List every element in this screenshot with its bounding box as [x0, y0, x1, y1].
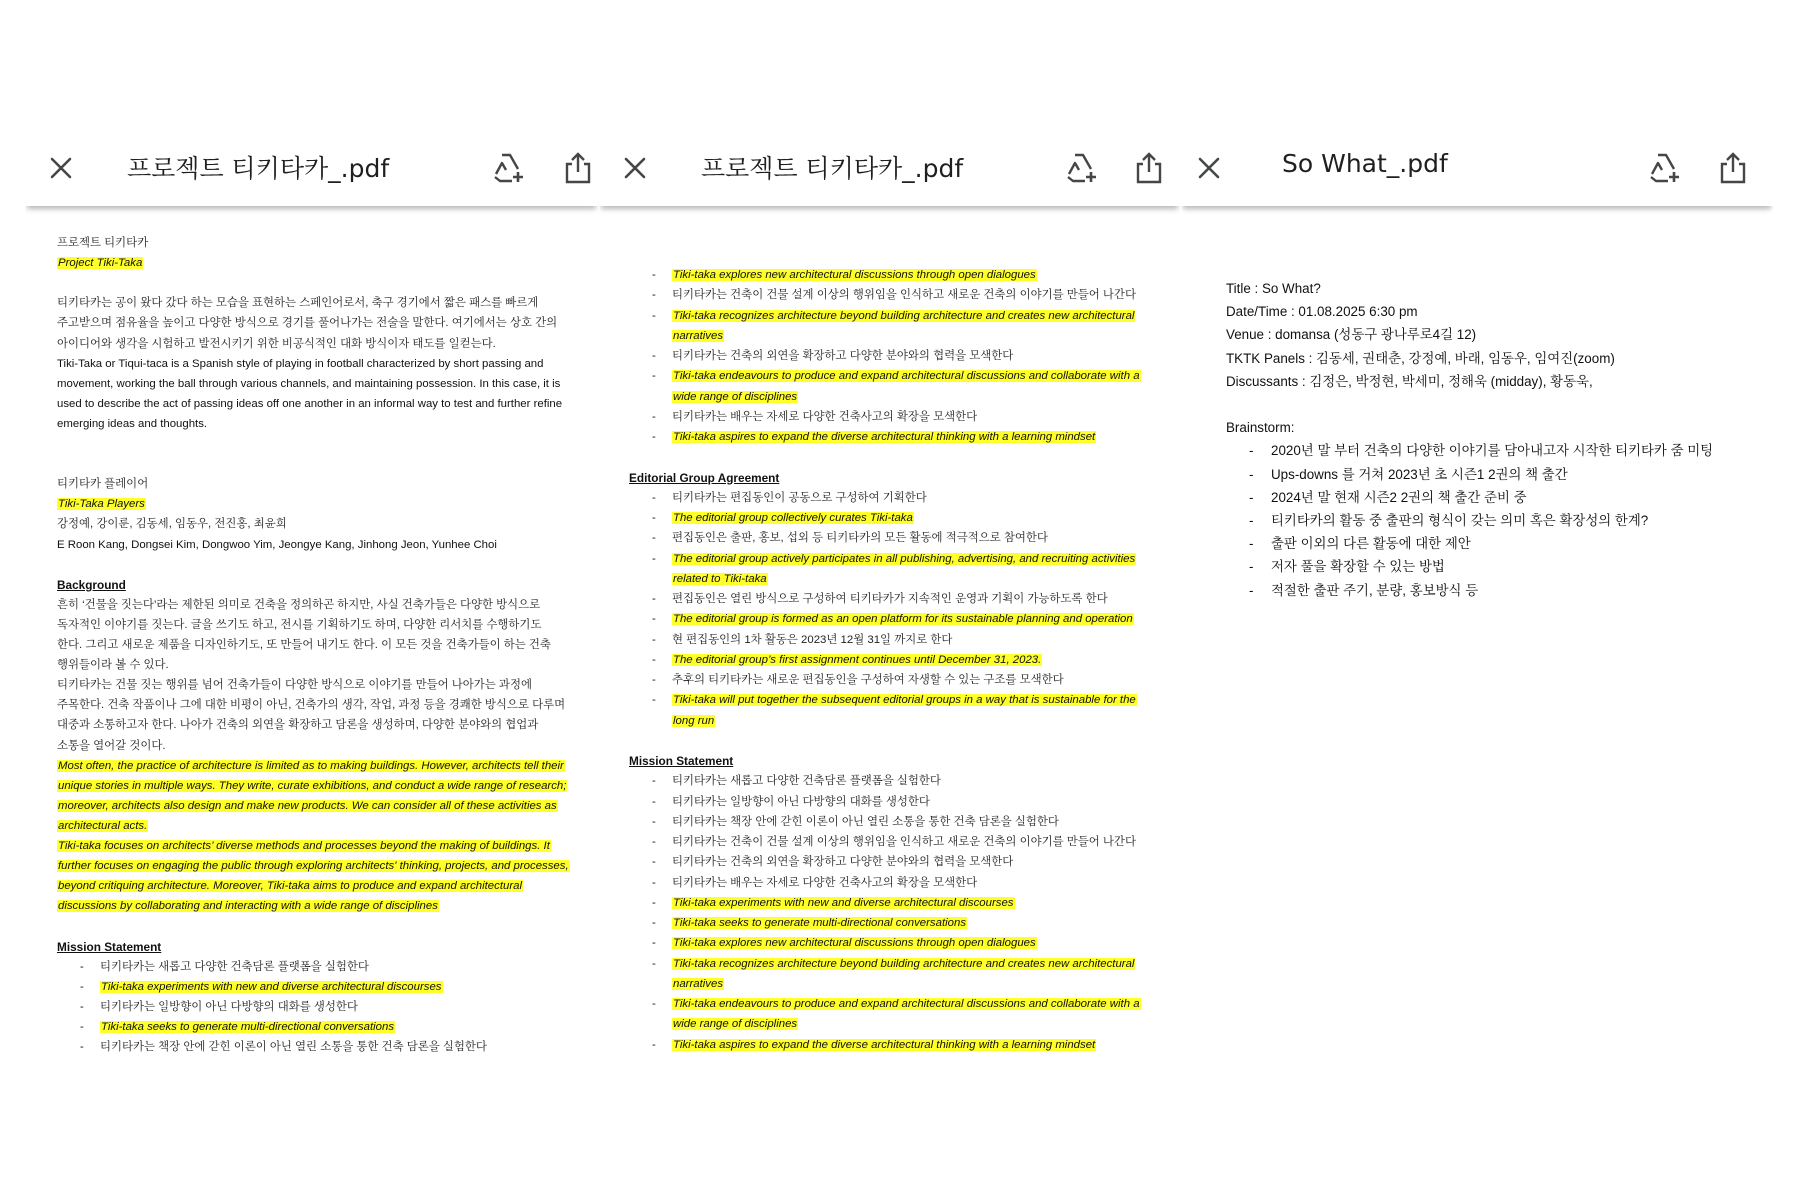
- text-line: [1226, 277, 1321, 300]
- line-text: Tiki-taka aspires to expand the diverse architectural thinking with a learning mindset: [673, 1038, 1096, 1051]
- line-text: 현 편집동인의 1차 활동은 2023년 12월 31일 까지로 한다: [672, 633, 953, 646]
- close-icon: [623, 156, 647, 180]
- list-item: [652, 609, 1134, 629]
- text-line: [57, 595, 540, 615]
- list-item: [652, 285, 1136, 305]
- text-line: [57, 655, 169, 675]
- share-button[interactable]: [555, 145, 598, 191]
- line-text: The editorial group is formed as an open platform for its sustainable planning and operation: [673, 613, 1133, 626]
- line-text: Tiki-taka experiments with new and diverse architectural discourses: [101, 980, 442, 993]
- line-text: Mission Statement: [57, 939, 162, 954]
- line-text: 주목한다. 건축 작품이나 그에 대한 비평이 아닌, 건축가의 생각, 작업, 과정 등을 경쾌한 방식으로 다루며: [57, 699, 566, 712]
- line-text: 2024년 말 현재 시즌2 2권의 책 출간 준비 중: [1271, 489, 1527, 505]
- list-item: [652, 832, 1136, 852]
- list-item: [652, 488, 927, 508]
- share-button[interactable]: [1710, 145, 1756, 191]
- add-to-drive-icon: [1648, 153, 1682, 183]
- line-text: Title : So What?: [1226, 281, 1321, 296]
- close-icon: [1197, 156, 1221, 180]
- line-text: Date/Time : 01.08.2025 6:30 pm: [1226, 304, 1418, 320]
- line-text: 편집동인은 출판, 홍보, 섭외 등 티키타카의 모든 활동에 적극적으로 참여한다: [672, 532, 1048, 545]
- text-line: [57, 736, 166, 756]
- list-item: [652, 549, 1136, 569]
- line-text: 티키타카는 책장 안에 갇힌 이론이 아닌 열린 소통을 통한 건축 담론을 실험한다: [672, 815, 1059, 828]
- line-text: 티키타카는 공이 왔다 갔다 하는 모습을 표현하는 스페인어로서, 축구 경기에서 짧은 패스를 빠르게: [57, 297, 539, 310]
- line-text: 저자 풀을 확장할 수 있는 방법: [1271, 559, 1445, 575]
- line-text: 출판 이외의 다른 활동에 대한 제안: [1271, 536, 1471, 552]
- line-text: Project Tiki-Taka: [58, 257, 143, 270]
- line-text: 티키타카는 책장 안에 갇힌 이론이 아닌 열린 소통을 통한 건축 담론을 실험한다: [100, 1041, 487, 1053]
- bullet-marker: -: [652, 613, 656, 626]
- pdf-viewer-panel-2: [599, 0, 1180, 1199]
- bullet-marker: -: [80, 1000, 84, 1013]
- list-item: [652, 407, 978, 427]
- line-text: wide range of disciplines: [673, 390, 798, 403]
- bullet-marker: -: [652, 937, 656, 950]
- list-item: [1249, 532, 1471, 555]
- line-text: Editorial Group Agreement: [629, 470, 780, 485]
- list-item: [672, 569, 768, 589]
- text-line: [57, 253, 143, 273]
- viewer-toolbar: [1181, 132, 1773, 206]
- bullet-marker: -: [652, 815, 656, 828]
- section-heading: [57, 937, 161, 957]
- list-item: [80, 997, 358, 1017]
- list-item: [1249, 509, 1649, 532]
- text-line: [57, 856, 570, 876]
- bullet-marker: -: [1249, 466, 1254, 482]
- line-text: TKTK Panels : 김동세, 권태춘, 강정예, 바래, 임동우, 임여진(zoom): [1226, 350, 1615, 366]
- add-to-drive-button[interactable]: [1642, 145, 1688, 191]
- bullet-marker: -: [1249, 536, 1254, 552]
- line-text: Tiki-taka seeks to generate multi-directional conversations: [101, 1020, 395, 1033]
- line-text: 강정예, 강이룬, 김동세, 임동우, 전진홍, 최윤희: [57, 518, 287, 531]
- line-text: Background: [57, 577, 126, 592]
- list-item: [672, 1014, 798, 1034]
- line-text: 편집동인은 열린 방식으로 구성하여 티키타카가 지속적인 운영과 기획이 가능하도록 한다: [672, 593, 1108, 605]
- list-item: [80, 1017, 395, 1037]
- document-title: 프로젝트 티키타카_.pdf: [127, 154, 390, 183]
- close-button[interactable]: [613, 146, 657, 190]
- text-line: [1226, 347, 1615, 370]
- bullet-marker: -: [652, 957, 656, 970]
- text-line: [1226, 416, 1294, 439]
- line-text: narratives: [673, 329, 724, 342]
- line-text: wide range of disciplines: [673, 1018, 798, 1031]
- line-text: narratives: [673, 977, 724, 990]
- bullet-marker: -: [652, 795, 656, 808]
- line-text: E Roon Kang, Dongsei Kim, Dongwoo Yim, Jeongye Kang, Jinhong Jeon, Yunhee Choi: [57, 538, 497, 551]
- text-line: [57, 494, 146, 514]
- line-text: 티키타카는 건축의 외연을 확장하고 다양한 분야와의 협력을 모색한다: [672, 856, 1014, 869]
- bullet-marker: -: [652, 309, 656, 322]
- list-item: [652, 690, 1137, 710]
- line-text: used to describe the act of passing ideas off one another in an informal way to test and further refine: [57, 397, 563, 410]
- list-item: [652, 670, 1064, 690]
- line-text: 흔히 ‘건물을 짓는다’라는 제한된 의미로 건축을 정의하곤 하지만, 사실 건축가들은 다양한 방식으로: [57, 598, 541, 611]
- viewer-toolbar: [599, 132, 1180, 206]
- list-item: [652, 792, 930, 812]
- list-item: [652, 913, 967, 933]
- list-item: [1249, 486, 1527, 509]
- bullet-marker: -: [652, 856, 656, 869]
- line-text: Mission Statement: [629, 754, 734, 768]
- line-text: 주고받으며 점유율을 높이고 다양한 방식으로 경기를 풀어나가는 전술을 말한다. 여기에서는 상호 간의: [57, 317, 558, 330]
- line-text: Tiki-taka recognizes architecture beyond building architecture and creates new architectural: [673, 309, 1135, 322]
- bullet-marker: -: [652, 694, 656, 707]
- line-text: Discussants : 김정은, 박정현, 박세미, 정해욱 (midday), 황동욱,: [1226, 373, 1593, 389]
- pdf-viewer-panel-1: [25, 0, 598, 1199]
- bullet-marker: -: [652, 896, 656, 909]
- list-item: [652, 366, 1141, 386]
- close-button[interactable]: [1187, 146, 1231, 190]
- line-text: 2020년 말 부터 건축의 다양한 이야기를 담아내고자 시작한 티키타카 줌 미팅: [1271, 443, 1714, 459]
- bullet-marker: -: [80, 980, 84, 993]
- line-text: architectural acts.: [58, 819, 148, 832]
- line-text: long run: [673, 714, 715, 727]
- line-text: Venue : domansa (성동구 광나루로4길 12): [1226, 327, 1477, 343]
- list-item: [652, 852, 1014, 872]
- bullet-marker: -: [652, 917, 656, 929]
- line-text: The editorial group actively participates in all publishing, advertising, and recruiting activities: [673, 552, 1136, 565]
- pdf-page: [1181, 206, 1773, 1199]
- text-line: [57, 354, 543, 374]
- list-item: [672, 711, 715, 731]
- bullet-marker: -: [652, 653, 656, 666]
- text-line: [57, 414, 207, 434]
- list-item: [652, 508, 914, 528]
- text-line: [57, 816, 148, 836]
- bullet-marker: -: [652, 370, 656, 383]
- list-item: [652, 771, 941, 791]
- line-text: Tiki-taka seeks to generate multi-directional conversations: [673, 917, 967, 929]
- list-item: [652, 589, 1108, 609]
- bullet-marker: -: [652, 269, 656, 281]
- line-text: 아이디어와 생각을 시험하고 발전시키기 위한 비공식적인 대화 방식이자 태도를 일컫는다.: [57, 337, 496, 350]
- line-text: beyond critiquing architecture. Moreover, Tiki-taka aims to produce and expand architectural: [58, 880, 522, 893]
- line-text: emerging ideas and thoughts.: [57, 417, 208, 430]
- text-line: [57, 796, 558, 816]
- share-icon: [1135, 152, 1163, 184]
- list-item: [80, 1037, 487, 1057]
- line-text: 티키타카는 새롭고 다양한 건축담론 플랫폼을 실험한다: [100, 960, 369, 973]
- bullet-marker: -: [652, 633, 656, 646]
- line-text: 티키타카는 편집동인이 공동으로 구성하여 기획한다: [672, 491, 927, 504]
- line-text: Tiki-Taka Players: [58, 498, 145, 511]
- line-text: 행위들이라 볼 수 있다.: [57, 659, 169, 672]
- list-item: [652, 265, 1037, 285]
- text-line: [57, 394, 562, 414]
- line-text: 추후의 티키타카는 새로운 편집동인을 구성하여 자생할 수 있는 구조를 모색한다: [672, 674, 1064, 686]
- line-text: Most often, the practice of architecture is limited as to making buildings. However, architects tell their: [58, 759, 564, 772]
- list-item: [652, 630, 953, 650]
- bullet-marker: -: [652, 998, 656, 1010]
- bullet-marker: -: [652, 836, 656, 848]
- line-text: Ups-downs 를 거쳐 2023년 초 시즌1 2권의 책 출간: [1271, 466, 1568, 482]
- close-button[interactable]: [39, 146, 83, 190]
- line-text: Tiki-taka experiments with new and diverse architectural discourses: [673, 896, 1014, 909]
- section-heading: [629, 751, 733, 771]
- line-text: 티키타카는 건축이 건물 설계 이상의 행위임을 인식하고 새로운 건축의 이야기를 만들어 나간다: [672, 836, 1136, 848]
- bullet-marker: -: [652, 491, 656, 504]
- line-text: Tiki-taka will put together the subsequent editorial groups in a way that is sustainable for the: [673, 694, 1136, 707]
- list-item: [652, 893, 1015, 913]
- list-item: [1249, 555, 1445, 578]
- line-text: unique stories in multiple ways. They write, curate exhibitions, and conduct a wide range of research;: [58, 779, 567, 792]
- line-text: Tiki-taka focuses on architects’ diverse methods and processes beyond the making of buildings. It: [58, 840, 550, 852]
- bullet-marker: -: [652, 350, 656, 362]
- viewer-toolbar: [25, 132, 598, 206]
- list-item: [652, 427, 1096, 447]
- text-line: [57, 896, 439, 916]
- text-line: [57, 675, 532, 695]
- text-line: [57, 776, 567, 796]
- line-text: related to Tiki-taka: [673, 572, 767, 585]
- share-icon: [1719, 152, 1747, 184]
- text-line: [57, 334, 496, 354]
- line-text: 적절한 출판 주기, 분량, 홍보방식 등: [1271, 582, 1479, 598]
- line-text: 티키타카는 건축이 건물 설계 이상의 행위임을 인식하고 새로운 건축의 이야기를 만들어 나간다: [672, 289, 1136, 302]
- text-line: [57, 293, 538, 313]
- document-title: 프로젝트 티키타카_.pdf: [701, 154, 964, 183]
- add-to-drive-icon: [492, 153, 526, 183]
- bullet-marker: -: [1249, 443, 1254, 459]
- line-text: Tiki-taka explores new architectural discussions through open dialogues: [673, 937, 1036, 950]
- line-text: movement, working the ball through various channels, and maintaining possession. In this case, it is: [57, 377, 561, 390]
- bullet-marker: -: [80, 960, 84, 973]
- list-item: [652, 1035, 1096, 1055]
- add-to-drive-button[interactable]: [1059, 145, 1105, 191]
- text-line: [57, 615, 541, 635]
- line-text: moreover, architects also design and make new products. We can consider all of these activities as: [58, 799, 557, 812]
- text-line: [57, 474, 148, 494]
- line-text: 티키타카는 일방향이 아닌 다방향의 대화를 생성한다: [100, 1000, 358, 1013]
- bullet-marker: -: [652, 512, 656, 524]
- line-text: The editorial group’s first assignment continues until December 31, 2023.: [673, 653, 1042, 666]
- document-title: So What_.pdf: [1282, 149, 1448, 178]
- list-item: [652, 954, 1135, 974]
- text-line: [57, 535, 497, 555]
- text-line: [57, 876, 523, 896]
- bullet-marker: -: [80, 1020, 84, 1033]
- text-line: [57, 695, 565, 715]
- list-item: [652, 346, 1014, 366]
- text-line: [57, 233, 148, 253]
- list-item: [652, 933, 1037, 953]
- list-item: [1249, 463, 1568, 486]
- section-heading: [629, 468, 779, 488]
- text-line: [57, 374, 560, 394]
- list-item: [652, 873, 978, 893]
- bullet-marker: -: [1249, 513, 1254, 528]
- bullet-marker: -: [652, 593, 656, 605]
- list-item: [80, 977, 443, 997]
- line-text: Tiki-taka aspires to expand the diverse architectural thinking with a learning mindset: [673, 431, 1096, 443]
- bullet-marker: -: [652, 1038, 656, 1051]
- pdf-page: [25, 206, 598, 1199]
- list-item: [672, 387, 798, 407]
- line-text: 티키타카의 활동 중 출판의 형식이 갖는 의미 혹은 확장성의 한계?: [1271, 513, 1649, 528]
- line-text: 프로젝트 티키타카: [57, 237, 149, 249]
- add-to-drive-button[interactable]: [486, 145, 532, 191]
- bullet-marker: -: [652, 775, 656, 788]
- pdf-page: [599, 206, 1180, 1199]
- line-text: 티키타카는 배우는 자세로 다양한 건축사고의 확장을 모색한다: [672, 410, 978, 423]
- line-text: Tiki-taka endeavours to produce and expand architectural discussions and collaborate with a: [673, 370, 1140, 383]
- text-line: [57, 313, 557, 333]
- text-line: [57, 756, 565, 776]
- text-line: [57, 635, 551, 655]
- text-line: [1226, 323, 1476, 346]
- bullet-marker: -: [652, 289, 656, 302]
- bullet-marker: -: [1249, 582, 1254, 598]
- line-text: Tiki-taka explores new architectural discussions through open dialogues: [673, 269, 1036, 281]
- line-text: 한다. 그리고 새로운 제품을 디자인하기도, 또 만들어 내기도 한다. 이 모든 것을 건축가들이 하는 건축: [57, 639, 551, 651]
- list-item: [672, 326, 724, 346]
- list-item: [652, 650, 1042, 670]
- line-text: 대중과 소통하고자 한다. 나아가 건축의 외연을 확장하고 담론을 생성하며, 다양한 분야와의 협업과: [57, 719, 539, 732]
- bullet-marker: -: [1249, 489, 1254, 505]
- line-text: discussions by collaborating and interacting with a wide range of disciplines: [58, 900, 438, 913]
- line-text: 티키타카는 일방향이 아닌 다방향의 대화를 생성한다: [672, 795, 930, 808]
- list-item: [1249, 579, 1479, 602]
- text-line: [57, 836, 551, 856]
- list-item: [1249, 439, 1714, 462]
- line-text: 독자적인 이야기를 짓는다. 글을 쓰기도 하고, 전시를 기획하기도 하며, 다양한 리서치를 수행하기도: [57, 618, 542, 631]
- text-line: [1226, 300, 1418, 323]
- line-text: 티키타카는 건축의 외연을 확장하고 다양한 분야와의 협력을 모색한다: [672, 350, 1014, 362]
- line-text: Tiki-Taka or Tiqui-taca is a Spanish style of playing in football characterized by short passing and: [57, 357, 544, 370]
- section-heading: [57, 575, 126, 595]
- list-item: [80, 957, 369, 977]
- line-text: 티키타카는 새롭고 다양한 건축담론 플랫폼을 실험한다: [672, 775, 941, 788]
- list-item: [652, 306, 1135, 326]
- line-text: Tiki-taka endeavours to produce and expand architectural discussions and collaborate with a: [673, 998, 1140, 1010]
- list-item: [652, 994, 1141, 1014]
- bullet-marker: -: [652, 674, 656, 686]
- line-text: Tiki-taka recognizes architecture beyond building architecture and creates new architectural: [673, 957, 1135, 970]
- bullet-marker: -: [652, 552, 656, 565]
- close-icon: [49, 156, 73, 180]
- bullet-marker: -: [652, 532, 656, 545]
- line-text: 티키타카는 건물 짓는 행위를 넘어 건축가들이 다양한 방식으로 이야기를 만들어 나아가는 과정에: [57, 679, 532, 692]
- line-text: The editorial group collectively curates Tiki-taka: [673, 512, 913, 524]
- pdf-viewer-panel-3: [1181, 0, 1773, 1199]
- bullet-marker: -: [652, 431, 656, 443]
- share-icon: [564, 152, 592, 184]
- line-text: further focuses on engaging the public through exploring architects' thinking, projects, and processes,: [58, 860, 569, 873]
- list-item: [672, 974, 724, 994]
- add-to-drive-icon: [1065, 153, 1099, 183]
- bullet-marker: -: [1249, 559, 1254, 575]
- line-text: Brainstorm:: [1226, 420, 1295, 436]
- bullet-marker: -: [652, 876, 656, 889]
- list-item: [652, 812, 1059, 832]
- bullet-marker: -: [652, 410, 656, 423]
- share-button[interactable]: [1126, 145, 1172, 191]
- text-line: [57, 715, 538, 735]
- line-text: 티키타카 플레이어: [57, 478, 149, 491]
- bullet-marker: -: [80, 1041, 84, 1053]
- line-text: 소통을 열어갈 것이다.: [57, 739, 166, 752]
- line-text: 티키타카는 배우는 자세로 다양한 건축사고의 확장을 모색한다: [672, 876, 978, 889]
- text-line: [1226, 370, 1593, 393]
- list-item: [652, 528, 1048, 548]
- text-line: [57, 514, 287, 534]
